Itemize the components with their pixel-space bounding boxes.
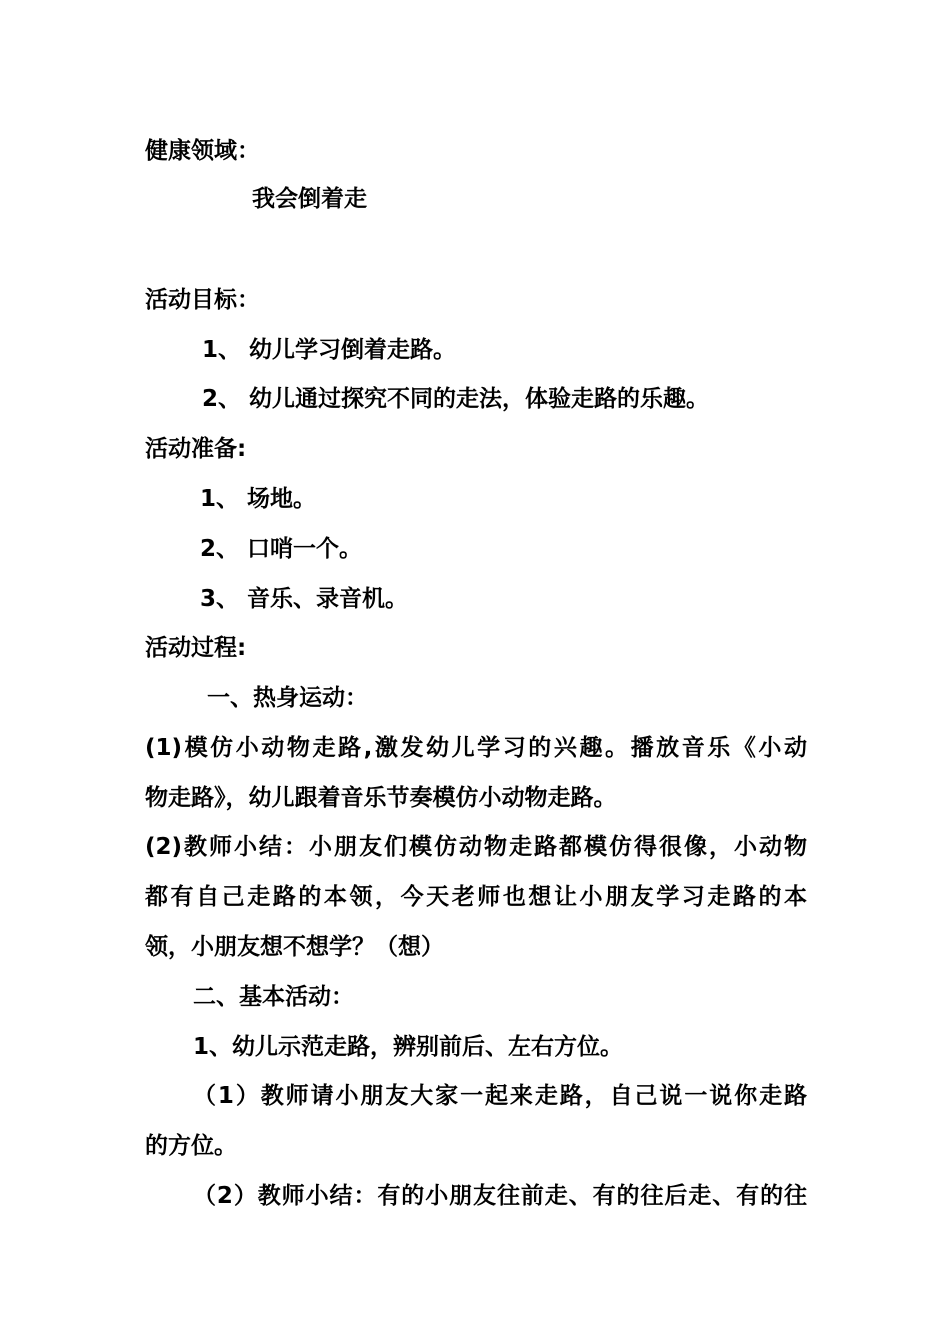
preparation-item: 1、 场地。 <box>200 486 317 512</box>
preparation-item: 3、 音乐、录音机。 <box>200 586 409 612</box>
process-heading: 活动过程: <box>145 635 247 661</box>
body-line: (1)模仿小动物走路,激发幼儿学习的兴趣。播放音乐《小动 <box>145 735 807 761</box>
body-line: 领，小朋友想不想学？（想） <box>145 934 444 960</box>
body-line: (2)教师小结：小朋友们模仿动物走路都模仿得很像，小动物 <box>145 834 807 860</box>
body-line: 物走路》，幼儿跟着音乐节奏模仿小动物走路。 <box>145 785 617 811</box>
body-line: （1）教师请小朋友大家一起来走路，自己说一说你走路 <box>193 1083 807 1109</box>
body-line: 都有自己走路的本领，今天老师也想让小朋友学习走路的本 <box>145 884 807 910</box>
domain-heading: 健康领域： <box>145 138 260 164</box>
body-line: （2）教师小结：有的小朋友往前走、有的往后走、有的往 <box>193 1183 807 1209</box>
body-line: 1、幼儿示范走路，辨别前后、左右方位。 <box>193 1034 624 1060</box>
preparation-item: 2、 口哨一个。 <box>200 536 363 562</box>
document-title: 我会倒着走 <box>252 186 367 212</box>
goal-item: 2、 幼儿通过探究不同的走法，体验走路的乐趣。 <box>202 386 710 412</box>
preparation-heading: 活动准备: <box>145 436 247 462</box>
basic-activity-heading: 二、基本活动： <box>193 984 354 1010</box>
goal-item: 1、 幼儿学习倒着走路。 <box>202 337 457 363</box>
warmup-heading: 一、热身运动： <box>207 685 368 711</box>
body-line: 的方位。 <box>145 1133 237 1159</box>
goals-heading: 活动目标： <box>145 287 260 313</box>
